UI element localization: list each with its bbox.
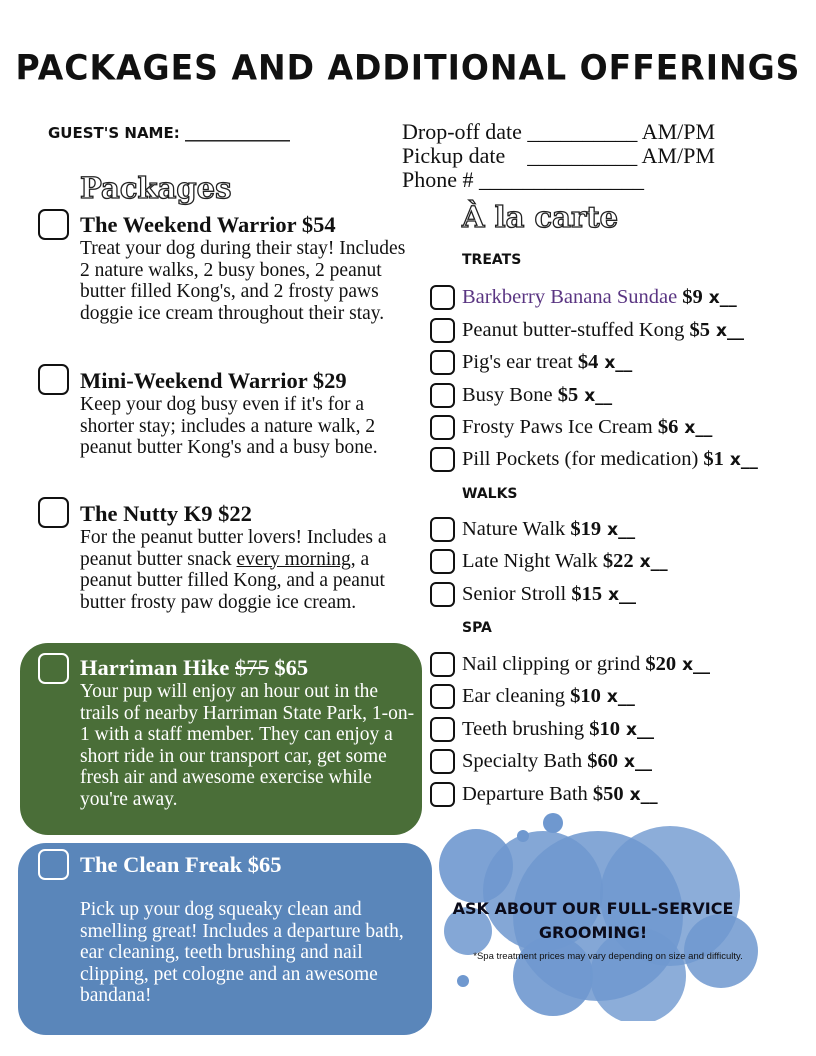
item-price: $50 [592,783,624,805]
menu-item[interactable] [430,517,635,542]
package-title [80,852,281,878]
desc-text: , a peanut butter filled Kong, and a peanut butter frosty paw doggie ice cream. [80,548,385,613]
item-checkbox[interactable] [430,582,455,607]
item-name: Pill Pockets (for medication) [462,448,699,470]
package-price: $22 [218,501,252,526]
menu-item[interactable] [430,717,654,742]
package-checkbox[interactable] [38,497,69,528]
package-checkbox[interactable] [38,849,69,880]
item-price: $5 [689,319,711,341]
promo-text [452,897,734,945]
package-desc: Treat your dog during their stay! Includes 2 nature walks, 2 busy bones, 2 peanut butter filled Kong's, and 2 frosty paws doggie ice cream throughout their stay. [80,238,406,324]
item-qty[interactable]: x__ [639,551,668,572]
item-price: $9 [682,286,703,308]
package-price: $54 [301,212,336,237]
item-price: $5 [557,384,579,406]
menu-item[interactable] [430,749,652,774]
item-qty[interactable]: x__ [607,519,636,540]
item-price: $20 [645,653,677,675]
item-checkbox[interactable] [430,517,455,542]
alacarte-heading: À la carte [462,200,619,234]
dropoff-date-field[interactable]: Drop-off date __________ AM/PM [402,119,716,144]
menu-item[interactable] [430,383,612,408]
item-qty[interactable]: x__ [625,719,654,740]
package-desc: Pick up your dog squeaky clean and smelling great! Includes a departure bath, ear cleaning, teeth brushing and nail clipping, pet cologne and an awesome bandana! [80,899,404,1006]
item-price: $15 [571,583,603,605]
item-qty[interactable]: x__ [629,784,658,805]
item-qty[interactable]: x__ [682,654,711,675]
item-price: $22 [602,550,634,572]
item-qty[interactable]: x__ [624,751,652,772]
item-qty[interactable]: x__ [606,686,635,707]
item-checkbox[interactable] [430,383,455,408]
package-title [80,212,336,238]
menu-item[interactable] [430,285,737,310]
item-name: Teeth brushing [462,718,585,740]
menu-item[interactable] [430,582,636,607]
promo-line: ASK ABOUT OUR FULL-SERVICE [452,899,734,918]
package-old-price: $75 [234,655,269,680]
package-name: Harriman Hike [80,655,230,680]
item-checkbox[interactable] [430,415,455,440]
item-name: Nail clipping or grind [462,653,641,675]
item-price: $60 [587,750,619,772]
item-qty[interactable]: x__ [729,449,758,470]
item-checkbox[interactable] [430,684,455,709]
item-name: Senior Stroll [462,583,567,605]
item-checkbox[interactable] [430,350,455,375]
item-price: $4 [577,351,599,373]
package-desc: Your pup will enjoy an hour out in the trails of nearby Harriman State Park, 1-on-1 with a staff member. They can enjoy a short ride in our transport car, get some fresh air and awesome exercise while you're away. [80,681,415,810]
package-name: Mini-Weekend Warrior [80,368,308,393]
package-name: The Nutty K9 [80,501,213,526]
desc-text: For the peanut butter lovers! Includes a peanut butter snack [80,527,387,570]
item-checkbox[interactable] [430,782,455,807]
menu-item[interactable] [430,652,710,677]
item-name: Peanut butter-stuffed Kong [462,319,685,341]
item-qty[interactable]: x__ [716,320,744,341]
item-name: Barkberry Banana Sundae [462,286,678,308]
pickup-date-field[interactable]: Pickup date __________ AM/PM [402,143,715,168]
package-title [80,655,308,681]
item-name: Specialty Bath [462,750,583,772]
item-name: Busy Bone [462,384,553,406]
package-title [80,501,252,527]
package-price: $65 [274,655,309,680]
item-price: $10 [570,685,601,707]
item-price: $10 [589,718,620,740]
item-name: Ear cleaning [462,685,566,707]
menu-item[interactable] [430,782,658,807]
item-checkbox[interactable] [430,749,455,774]
promo-line: GROOMING! [538,923,648,942]
desc-underline: every morning [236,548,351,570]
section-label-treats: TREATS [462,252,522,268]
package-title [80,368,347,394]
package-name: The Clean Freak [80,852,243,877]
item-name: Pig's ear treat [462,351,573,373]
item-name: Late Night Walk [462,550,598,572]
item-name: Nature Walk [462,518,566,540]
menu-item[interactable] [430,684,635,709]
package-desc: Keep your dog busy even if it's for a shorter stay; includes a nature walk, 2 peanut butter Kong's and a busy bone. [80,394,378,458]
packages-heading: Packages [80,171,232,205]
guest-name-field[interactable]: GUEST'S NAME: ______________ [48,124,290,142]
package-checkbox[interactable] [38,364,69,395]
item-qty[interactable]: x__ [708,287,737,308]
menu-item[interactable] [430,350,632,375]
section-label-walks: WALKS [462,486,518,502]
package-name: The Weekend Warrior [80,212,297,237]
menu-item[interactable] [430,549,668,574]
menu-item[interactable] [430,447,758,472]
item-name: Departure Bath [462,783,588,805]
item-qty[interactable]: x__ [608,584,637,605]
item-price: $1 [703,448,724,470]
package-checkbox[interactable] [38,209,69,240]
item-qty[interactable]: x__ [584,385,613,406]
item-qty[interactable]: x__ [604,352,633,373]
item-price: $6 [657,416,679,438]
item-checkbox[interactable] [430,717,455,742]
item-checkbox[interactable] [430,447,455,472]
page-title: PACKAGES AND ADDITIONAL OFFERINGS [15,47,801,88]
item-name: Frosty Paws Ice Cream [462,416,653,438]
stay-info [402,120,715,192]
item-checkbox[interactable] [430,549,455,574]
package-checkbox[interactable] [38,653,69,684]
item-checkbox[interactable] [430,652,455,677]
package-desc [80,527,405,613]
package-price: $29 [312,368,347,393]
spa-price-note: *Spa treatment prices may vary depending on size and difficulty. [473,951,743,962]
section-label-spa: SPA [462,620,492,636]
item-checkbox[interactable] [430,285,455,310]
menu-item[interactable] [430,318,744,343]
item-price: $19 [570,518,602,540]
phone-field[interactable]: Phone # _______________ [402,167,644,192]
item-checkbox[interactable] [430,318,455,343]
menu-item[interactable] [430,415,712,440]
item-qty[interactable]: x__ [684,417,713,438]
package-price: $65 [247,852,282,877]
